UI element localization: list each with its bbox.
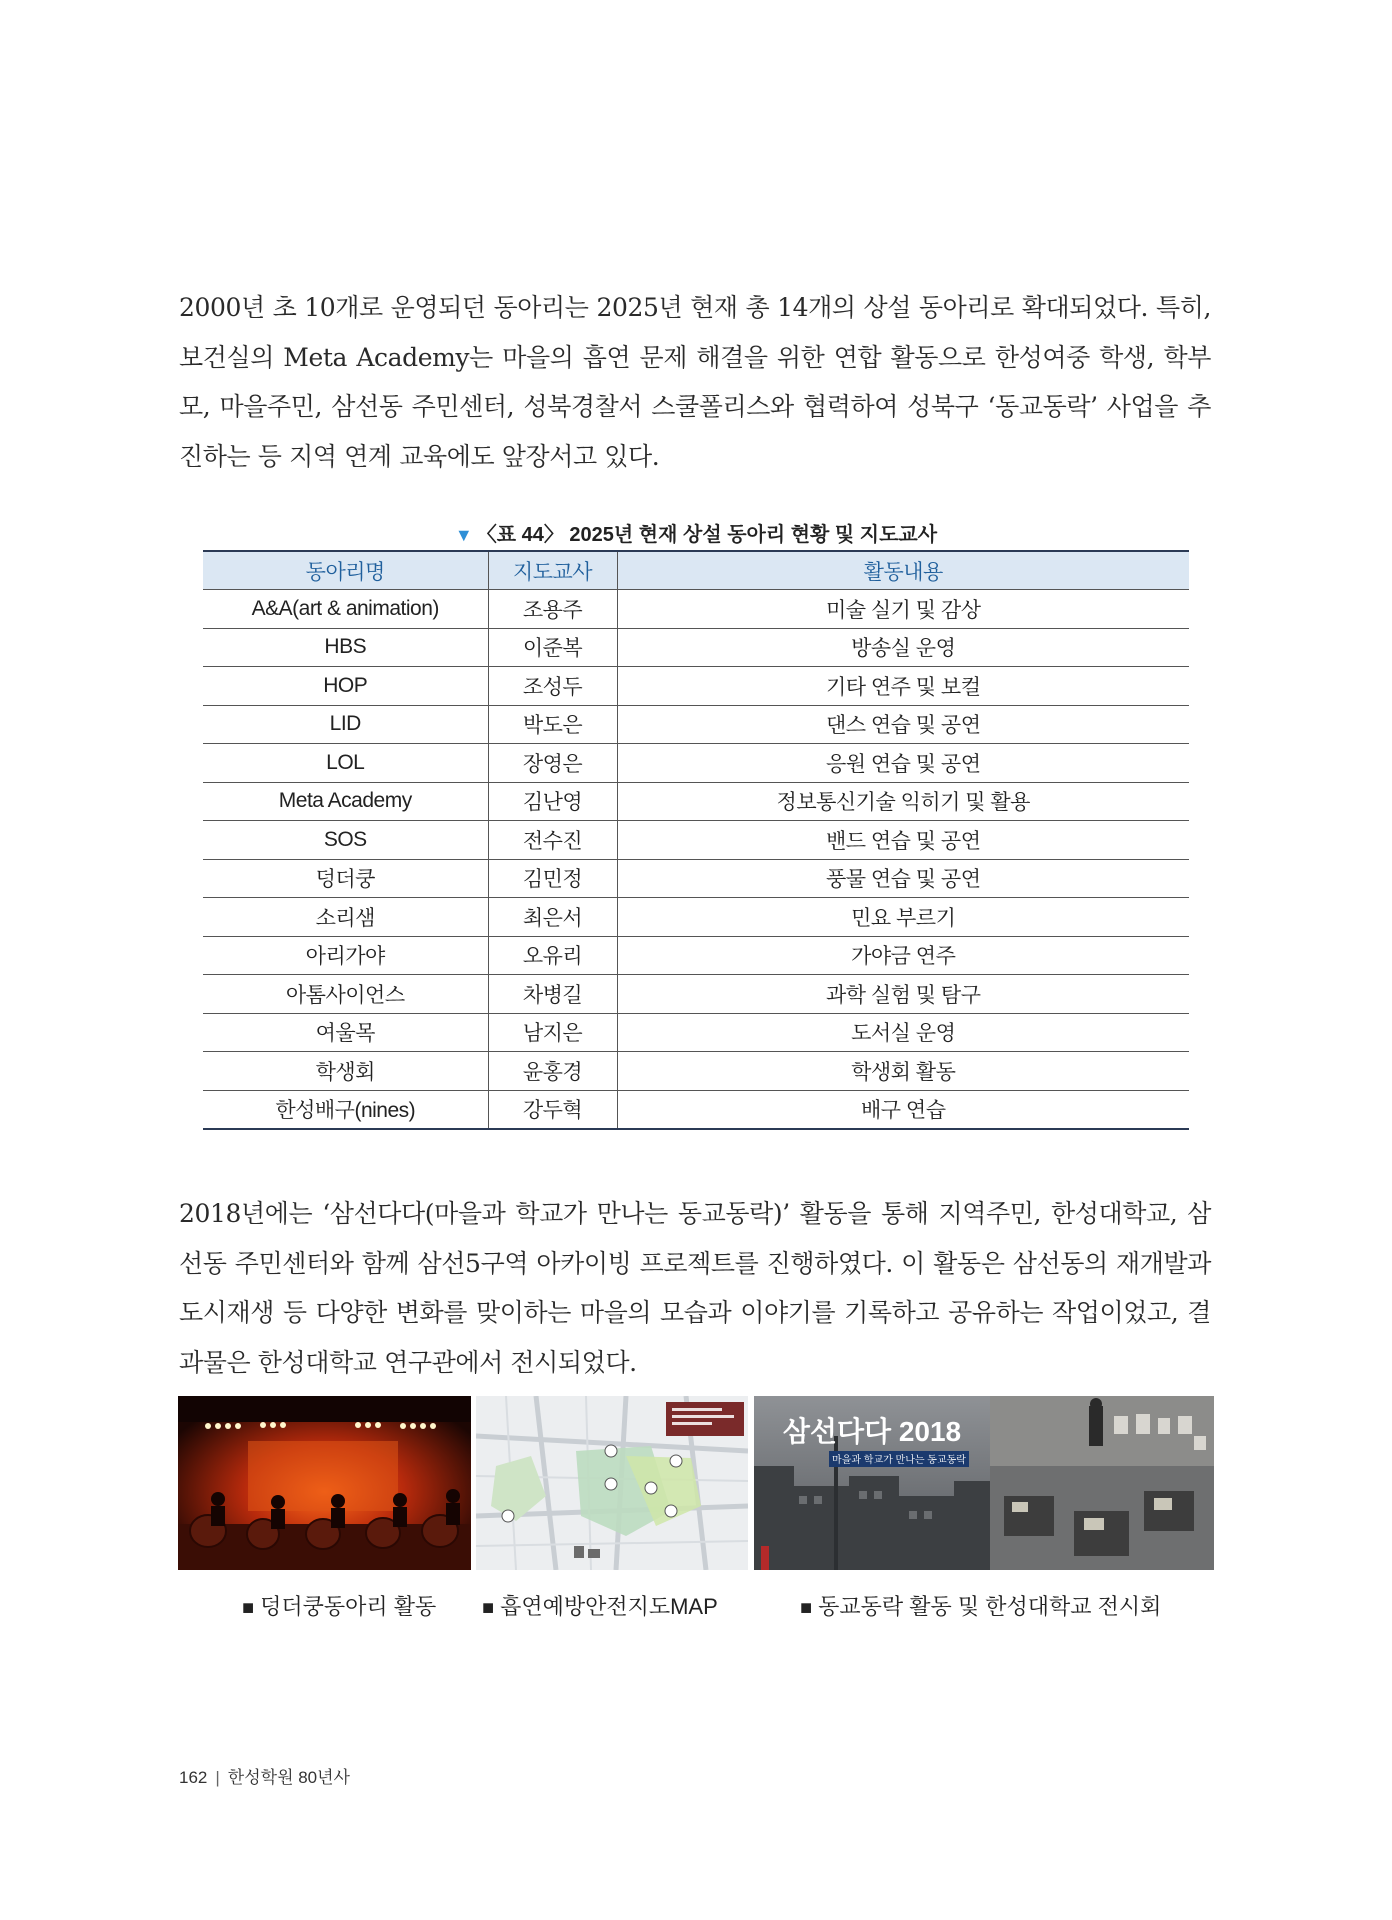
club-name-cell: HOP bbox=[203, 667, 488, 706]
activity-cell: 가야금 연주 bbox=[617, 936, 1189, 975]
poster-subtitle: 마을과 학교가 만나는 동교동락 bbox=[832, 1455, 966, 1466]
club-name-cell: 덩더쿵 bbox=[203, 859, 488, 898]
photo-caption-drum-text: 덩더쿵동아리 활동 bbox=[260, 1594, 437, 1619]
advisor-cell: 김민정 bbox=[488, 859, 617, 898]
club-name-cell: 아리가야 bbox=[203, 936, 488, 975]
black-square-icon: ■ bbox=[482, 1597, 495, 1619]
club-name-cell: LID bbox=[203, 705, 488, 744]
table-row bbox=[203, 628, 1189, 667]
advisor-cell: 조용주 bbox=[488, 590, 617, 629]
advisor-cell: 전수진 bbox=[488, 821, 617, 860]
safety-map-image bbox=[476, 1396, 748, 1570]
table-row bbox=[203, 975, 1189, 1014]
page-footer bbox=[179, 1763, 350, 1788]
photo-caption-map bbox=[482, 1590, 718, 1621]
header-advisor: 지도교사 bbox=[488, 551, 617, 590]
advisor-cell: 이준복 bbox=[488, 628, 617, 667]
advisor-cell: 강두혁 bbox=[488, 1090, 617, 1129]
drum-performance-image bbox=[178, 1396, 471, 1570]
activity-cell: 과학 실험 및 탐구 bbox=[617, 975, 1189, 1014]
advisor-cell: 김난영 bbox=[488, 782, 617, 821]
table-header-row bbox=[203, 551, 1189, 590]
page-number: 162 bbox=[179, 1768, 208, 1787]
black-square-icon: ■ bbox=[800, 1597, 813, 1619]
table-row bbox=[203, 821, 1189, 860]
table-caption-text: 〈표 44〉 2025년 현재 상설 동아리 현황 및 지도교사 bbox=[476, 524, 938, 546]
table-row bbox=[203, 590, 1189, 629]
poster-title: 삼선다다 2018 bbox=[782, 1416, 962, 1447]
activity-cell: 정보통신기술 익히기 및 활용 bbox=[617, 782, 1189, 821]
header-activity: 활동내용 bbox=[617, 551, 1189, 590]
table-row bbox=[203, 744, 1189, 783]
activity-cell: 기타 연주 및 보컬 bbox=[617, 667, 1189, 706]
advisor-cell: 차병길 bbox=[488, 975, 617, 1014]
club-name-cell: A&A(art & animation) bbox=[203, 590, 488, 629]
table-row bbox=[203, 1052, 1189, 1091]
activity-cell: 풍물 연습 및 공연 bbox=[617, 859, 1189, 898]
advisor-cell: 남지은 bbox=[488, 1013, 617, 1052]
table-row bbox=[203, 782, 1189, 821]
advisor-cell: 박도은 bbox=[488, 705, 617, 744]
club-name-cell: SOS bbox=[203, 821, 488, 860]
photo-drum-performance bbox=[178, 1396, 471, 1570]
club-name-cell: Meta Academy bbox=[203, 782, 488, 821]
book-title: 한성학원 80년사 bbox=[227, 1768, 350, 1787]
table-row bbox=[203, 898, 1189, 937]
advisor-cell: 조성두 bbox=[488, 667, 617, 706]
club-name-cell: 여울목 bbox=[203, 1013, 488, 1052]
table-row bbox=[203, 667, 1189, 706]
advisor-cell: 최은서 bbox=[488, 898, 617, 937]
advisor-cell: 오유리 bbox=[488, 936, 617, 975]
table-row bbox=[203, 705, 1189, 744]
activity-cell: 댄스 연습 및 공연 bbox=[617, 705, 1189, 744]
table-row bbox=[203, 1090, 1189, 1129]
photo-caption-exhibition bbox=[800, 1590, 1161, 1621]
activity-cell: 배구 연습 bbox=[617, 1090, 1189, 1129]
table-row bbox=[203, 936, 1189, 975]
photo-caption-exhibition-text: 동교동락 활동 및 한성대학교 전시회 bbox=[818, 1594, 1162, 1619]
photo-caption-drum bbox=[242, 1590, 436, 1621]
exhibition-image bbox=[754, 1396, 1214, 1570]
table-row bbox=[203, 1013, 1189, 1052]
triangle-down-icon: ▼ bbox=[454, 525, 473, 545]
table-row bbox=[203, 859, 1189, 898]
club-name-cell: LOL bbox=[203, 744, 488, 783]
club-name-cell: 학생회 bbox=[203, 1052, 488, 1091]
advisor-cell: 장영은 bbox=[488, 744, 617, 783]
archiving-paragraph: 2018년에는 ‘삼선다다(마을과 학교가 만나는 동교동락)’ 활동을 통해 지역주민, 한성대학교, 삼선동 주민센터와 함께 삼선5구역 아카이빙 프로젝트를 진행하였다. 이 활동은 삼선동의 재개발과 도시재생 등 다양한 변화를 맞이하는 마을의 모습과 이야기를 기록하고 공유하는 작업이었고, 결과물은 한성대학교 연구관에서 전시되었다. bbox=[179, 1199, 1211, 1377]
header-club-name: 동아리명 bbox=[203, 551, 488, 590]
club-name-cell: 소리샘 bbox=[203, 898, 488, 937]
activity-cell: 밴드 연습 및 공연 bbox=[617, 821, 1189, 860]
advisor-cell: 윤홍경 bbox=[488, 1052, 617, 1091]
activity-cell: 민요 부르기 bbox=[617, 898, 1189, 937]
activity-cell: 방송실 운영 bbox=[617, 628, 1189, 667]
table-caption bbox=[0, 518, 1392, 547]
footer-separator: | bbox=[215, 1768, 220, 1787]
activity-cell: 학생회 활동 bbox=[617, 1052, 1189, 1091]
activity-cell: 응원 연습 및 공연 bbox=[617, 744, 1189, 783]
photo-safety-map bbox=[476, 1396, 748, 1570]
black-square-icon: ■ bbox=[242, 1597, 255, 1619]
club-name-cell: 한성배구(nines) bbox=[203, 1090, 488, 1129]
club-name-cell: HBS bbox=[203, 628, 488, 667]
photo-caption-map-text: 흡연예방안전지도MAP bbox=[500, 1594, 718, 1619]
activity-cell: 도서실 운영 bbox=[617, 1013, 1189, 1052]
club-name-cell: 아톰사이언스 bbox=[203, 975, 488, 1014]
intro-paragraph: 2000년 초 10개로 운영되던 동아리는 2025년 현재 총 14개의 상설 동아리로 확대되었다. 특히, 보건실의 Meta Academy는 마을의 흡연 문제 해결을 위한 연합 활동으로 한성여중 학생, 학부모, 마을주민, 삼선동 주민센터, 성북경찰서 스쿨폴리스와 협력하여 성북구 ‘동교동락’ 사업을 추진하는 등 지역 연계 교육에도 앞장서고 있다. bbox=[179, 293, 1211, 471]
clubs-table bbox=[203, 550, 1189, 1130]
activity-cell: 미술 실기 및 감상 bbox=[617, 590, 1189, 629]
photo-exhibition bbox=[754, 1396, 1214, 1570]
